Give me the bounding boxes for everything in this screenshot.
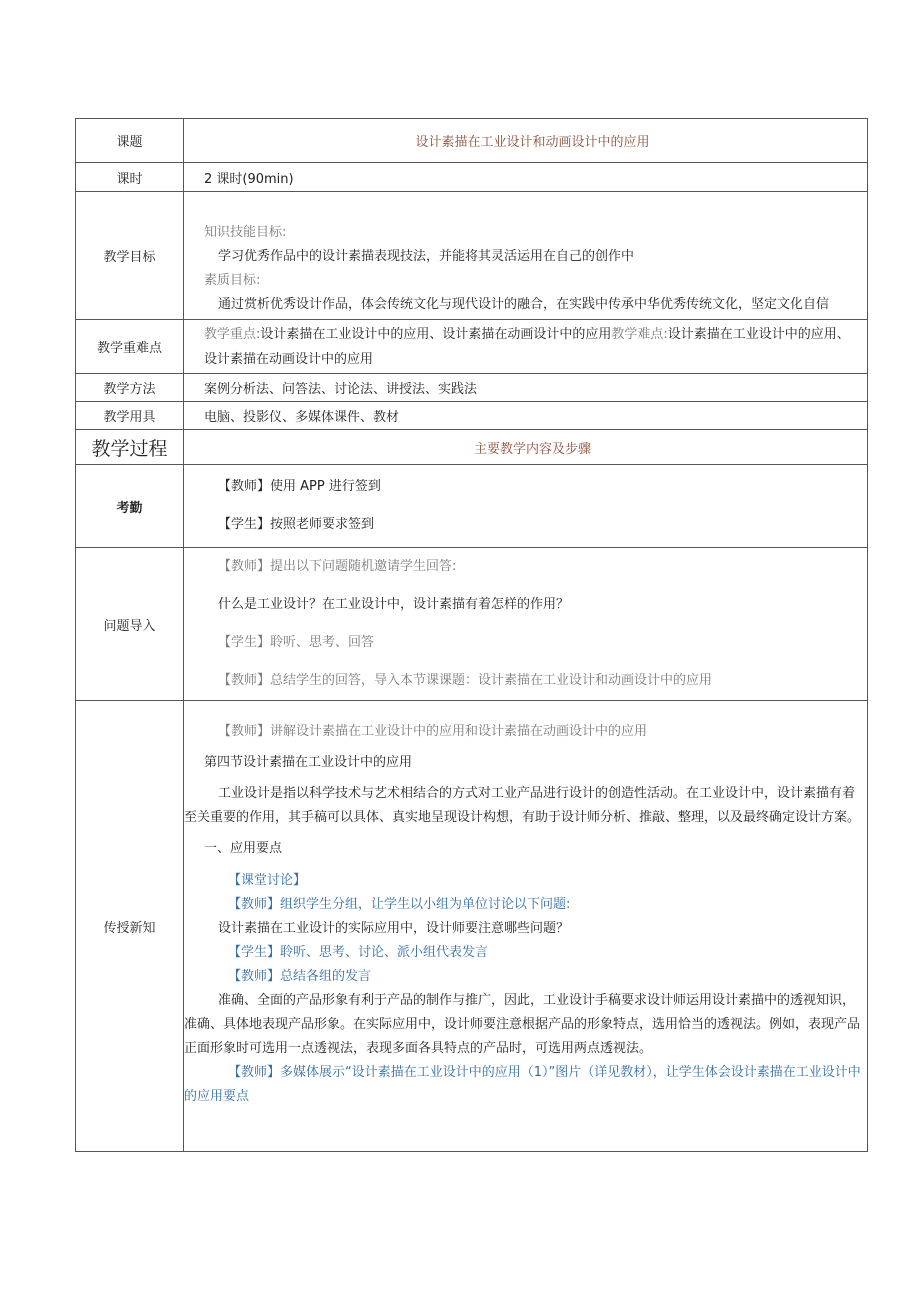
row-attendance <box>76 465 868 548</box>
row-hours <box>76 163 868 192</box>
attendance-student: 【学生】按照老师要求签到 <box>218 517 375 532</box>
nk-teacher-org: 【教师】组织学生分组，让学生以小组为单位讨论以下问题: <box>228 897 571 912</box>
lesson-plan-table <box>75 118 868 1152</box>
row-methods <box>76 374 868 402</box>
nk-discussion: 【课堂讨论】 <box>228 873 307 888</box>
intro-line2: 什么是工业设计？在工业设计中，设计素描有着怎样的作用？ <box>218 597 570 612</box>
intro-line3: 【学生】聆听、思考、回答 <box>218 635 375 650</box>
nk-student-act: 【学生】聆听、思考、讨论、派小组代表发言 <box>228 945 489 960</box>
label-hours: 课时 <box>76 163 184 192</box>
knowledge-label: 知识技能目标: <box>204 224 287 240</box>
nk-para2: 准确、全面的产品形象有利于产品的制作与推广，因此，工业设计手稿要求设计师运用设计素描中的透视知识，准确、具体地表现产品形象。在实际应用中，设计师要注意根据产品的形象特点，选用恰当的透视法。例如，表现产品正面形象时可选用一点透视法，表现多面各具特点的产品时，可选用两点透视法。 <box>184 993 861 1056</box>
hours-value: 2 课时(90min) <box>184 163 868 192</box>
label-process: 教学过程 <box>76 430 184 465</box>
quality-label: 素质目标: <box>204 272 261 288</box>
process-content-header: 主要教学内容及步骤 <box>184 430 868 465</box>
label-topic: 课题 <box>76 119 184 163</box>
nk-heading1: 一、应用要点 <box>204 841 283 856</box>
new-knowledge-cell <box>184 701 868 1152</box>
methods-value: 案例分析法、问答法、讨论法、讲授法、实践法 <box>184 374 868 402</box>
key-text: 设计素描在工业设计中的应用、设计素描在动画设计中的应用 <box>260 326 612 342</box>
intro-cell <box>184 548 868 701</box>
row-key-points <box>76 320 868 374</box>
row-objectives <box>76 192 868 320</box>
row-intro <box>76 548 868 701</box>
label-methods: 教学方法 <box>76 374 184 402</box>
intro-line4: 【教师】总结学生的回答，导入本节课课题：设计素描在工业设计和动画设计中的应用 <box>218 673 713 688</box>
row-process-header <box>76 430 868 465</box>
row-new-knowledge <box>76 701 868 1152</box>
attendance-teacher: 【教师】使用 APP 进行签到 <box>218 479 381 494</box>
quality-text: 通过赏析优秀设计作品，体会传统文化与现代设计的融合，在实践中传承中华优秀传统文化，坚定文化自信 <box>218 296 830 312</box>
difficult-label: 教学难点: <box>611 326 668 342</box>
knowledge-text: 学习优秀作品中的设计素描表现技法，并能将其灵活运用在自己的创作中 <box>218 248 635 264</box>
label-attendance: 考勤 <box>76 465 184 548</box>
attendance-cell <box>184 465 868 548</box>
nk-teacher-sum: 【教师】总结各组的发言 <box>228 969 372 984</box>
label-key-points: 教学重难点 <box>76 320 184 374</box>
label-tools: 教学用具 <box>76 402 184 430</box>
row-tools <box>76 402 868 430</box>
label-intro: 问题导入 <box>76 548 184 701</box>
nk-question: 设计素描在工业设计的实际应用中，设计师要注意哪些问题？ <box>218 921 570 936</box>
label-new-knowledge: 传授新知 <box>76 701 184 1152</box>
key-label: 教学重点: <box>204 326 261 342</box>
key-points-cell <box>184 320 868 374</box>
nk-section: 第四节设计素描在工业设计中的应用 <box>204 755 413 770</box>
nk-multimedia: 【教师】多媒体展示“设计素描在工业设计中的应用（1）”图片（详见教材），让学生体会设计素描在工业设计中的应用要点 <box>184 1065 861 1104</box>
tools-value: 电脑、投影仪、多媒体课件、教材 <box>184 402 868 430</box>
topic-title: 设计素描在工业设计和动画设计中的应用 <box>184 119 868 163</box>
row-topic <box>76 119 868 163</box>
objectives-cell <box>184 192 868 320</box>
intro-line1: 【教师】提出以下问题随机邀请学生回答: <box>218 559 457 574</box>
nk-line1: 【教师】讲解设计素描在工业设计中的应用和设计素描在动画设计中的应用 <box>218 724 648 739</box>
difficult-text: 设计素描在工业设计中的应用、设计素描在动画设计中的应用 <box>204 326 850 367</box>
nk-para1: 工业设计是指以科学技术与艺术相结合的方式对工业产品进行设计的创造性活动。在工业设计中，设计素描有着至关重要的作用，其手稿可以具体、真实地呈现设计构想，有助于设计师分析、推敲、整理，以及最终确定设计方案。 <box>184 786 861 825</box>
label-objectives: 教学目标 <box>76 192 184 320</box>
